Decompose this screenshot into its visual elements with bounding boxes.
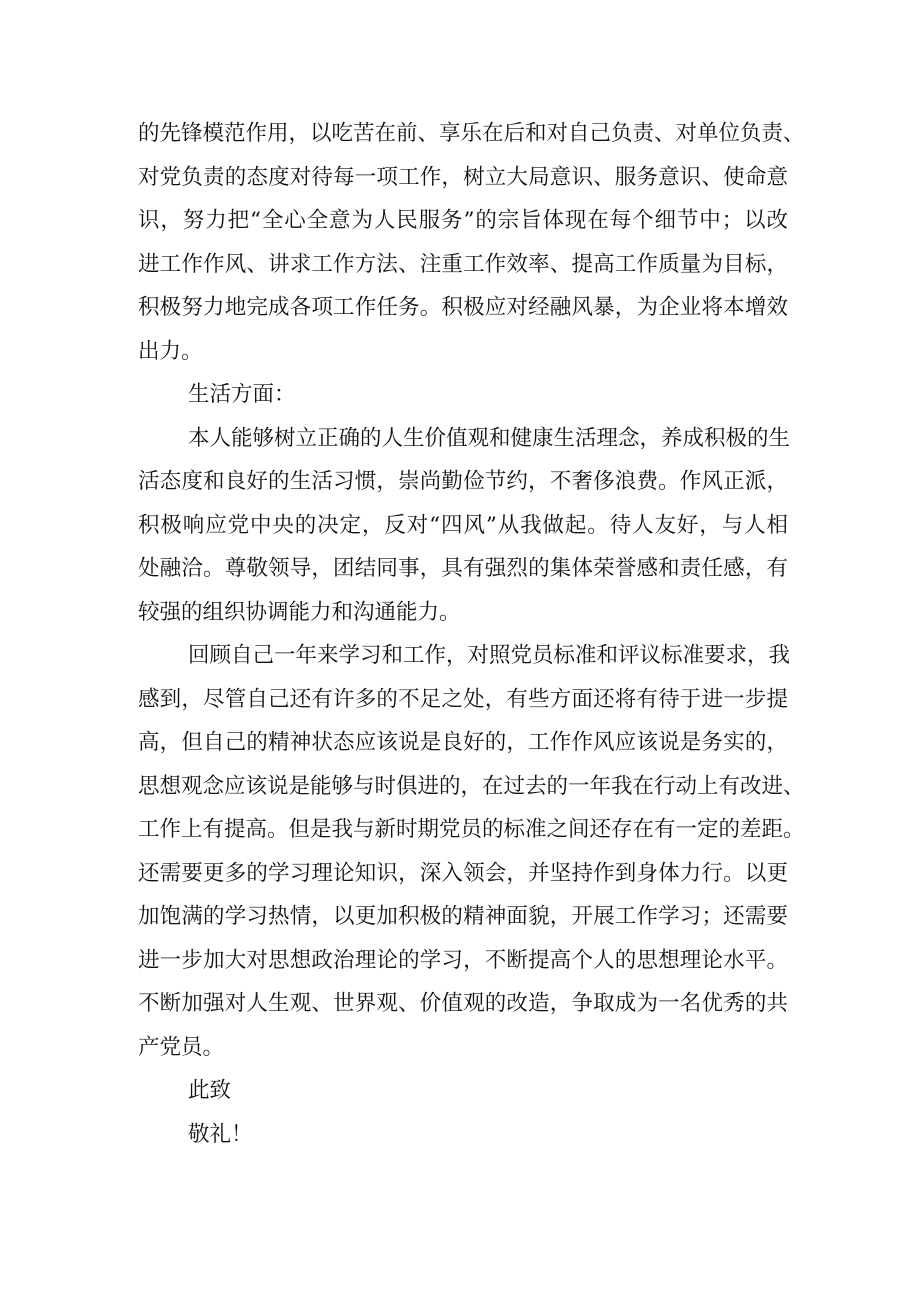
text-line: 回顾自己一年来学习和工作，对照党员标准和评议标准要求，我: [188, 643, 791, 668]
text-line: 对党负责的态度对待每一项工作，树立大局意识、服务意识、使命意: [138, 164, 788, 190]
text-line: 工作上有提高。但是我与新时期党员的标准之间还存在有一定的差距。: [138, 817, 805, 842]
text-line: 的先锋模范作用，以吃苦在前、享乐在后和对自己负责、对单位负责、: [138, 121, 805, 146]
closing-line: 此致: [188, 1078, 232, 1103]
text-line: 处融洽。尊敬领导，团结同事，具有强烈的集体荣誉感和责任感，有: [138, 556, 788, 581]
text-line: 本人能够树立正确的人生价值观和健康生活理念，养成积极的生: [188, 425, 791, 451]
text-line: 感到，尽管自己还有许多的不足之处，有些方面还将有待于进一步提: [138, 686, 788, 712]
closing-salutation: [138, 1069, 788, 1113]
text-line: 高，但自己的精神状态应该说是良好的，工作作风应该说是务实的，: [138, 730, 788, 755]
paragraph-work-attitude: [138, 112, 805, 373]
text-line: 加饱满的学习热情，以更加积极的精神面貌，开展工作学习；还需要: [138, 904, 788, 929]
text-line: 不断加强对人生观、世界观、价值观的改造，争取成为一名优秀的共: [138, 991, 788, 1016]
text-line: 还需要更多的学习理论知识，深入领会，并坚持作到身体力行。以更: [138, 860, 788, 886]
document-body: [138, 112, 805, 1156]
text-line: 进工作作风、讲求工作方法、注重工作效率、提高工作质量为目标，: [138, 251, 788, 277]
paragraph-review: [138, 634, 805, 1069]
paragraph-life: [138, 417, 791, 635]
text-line: 识，努力把“全心全意为人民服务”的宗旨体现在每个细节中；以改: [138, 208, 788, 233]
text-line: 积极努力地完成各项工作任务。积极应对经融风暴，为企业将本增效: [138, 295, 788, 320]
closing-regards: [138, 1113, 788, 1157]
text-line: 出力。: [138, 338, 203, 364]
section-heading-life: [138, 373, 788, 417]
text-line: 思想观念应该说是能够与时俱进的，在过去的一年我在行动上有改进、: [138, 773, 805, 799]
text-line: 积极响应党中央的决定，反对“四风”从我做起。待人友好，与人相: [138, 512, 788, 538]
text-line: 进一步加大对思想政治理论的学习，不断提高个人的思想理论水平。: [138, 947, 788, 973]
text-line: 活态度和良好的生活习惯，崇尚勤俭节约，不奢侈浪费。作风正派，: [138, 469, 788, 494]
text-line: 较强的组织协调能力和沟通能力。: [138, 599, 461, 625]
text-line: 产党员。: [138, 1034, 225, 1060]
section-heading: 生活方面：: [188, 382, 296, 407]
closing-line: 敬礼！: [188, 1121, 253, 1147]
